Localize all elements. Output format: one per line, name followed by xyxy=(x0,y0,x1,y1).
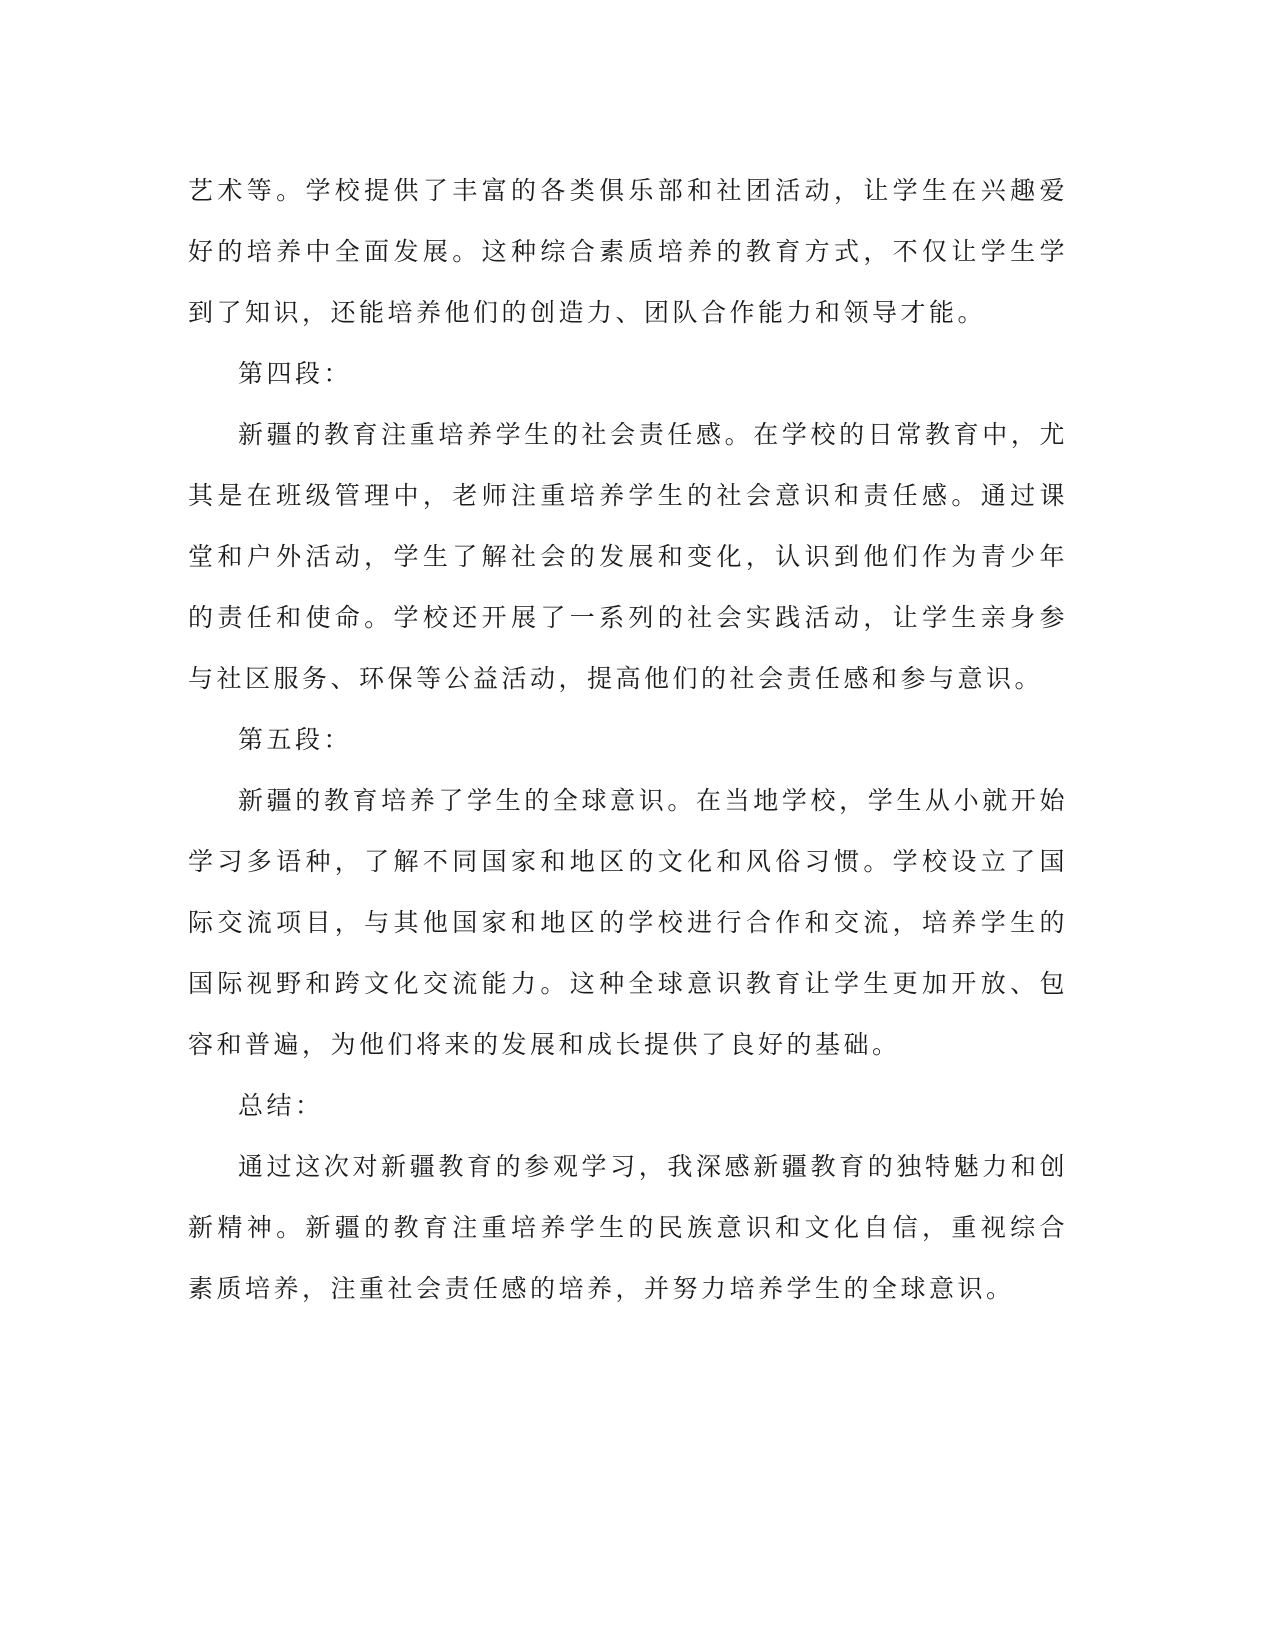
section-heading-summary: 总结： xyxy=(238,1091,324,1120)
paragraph-summary: 通过这次对新疆教育的参观学习，我深感新疆教育的独特魅力和创新精神。新疆的教育注重培养学生的民族意识和文化自信，重视综合素质培养，注重社会责任感的培养，并努力培养学生的全球意识。 xyxy=(188,1152,1068,1303)
paragraph-social-responsibility: 新疆的教育注重培养学生的社会责任感。在学校的日常教育中，尤其是在班级管理中，老师注重培养学生的社会意识和责任感。通过课堂和户外活动，学生了解社会的发展和变化，认识到他们作为青少年的责任和使命。学校还开展了一系列的社会实践活动，让学生亲身参与社区服务、环保等公益活动，提高他们的社会责任感和参与意识。 xyxy=(188,420,1068,693)
section-heading-fourth: 第四段： xyxy=(238,359,353,388)
section-heading-fifth: 第五段： xyxy=(238,725,353,754)
paragraph-global-awareness: 新疆的教育培养了学生的全球意识。在当地学校，学生从小就开始学习多语种，了解不同国家和地区的文化和风俗习惯。学校设立了国际交流项目，与其他国家和地区的学校进行合作和交流，培养学生的国际视野和跨文化交流能力。这种全球意识教育让学生更加开放、包容和普遍，为他们将来的发展和成长提供了良好的基础。 xyxy=(188,786,1068,1059)
paragraph-continued-text: 艺术等。学校提供了丰富的各类俱乐部和社团活动，让学生在兴趣爱好的培养中全面发展。这种综合素质培养的教育方式，不仅让学生学到了知识，还能培养他们的创造力、团队合作能力和领导才能。 xyxy=(188,176,1068,327)
document-body xyxy=(188,160,1068,1319)
